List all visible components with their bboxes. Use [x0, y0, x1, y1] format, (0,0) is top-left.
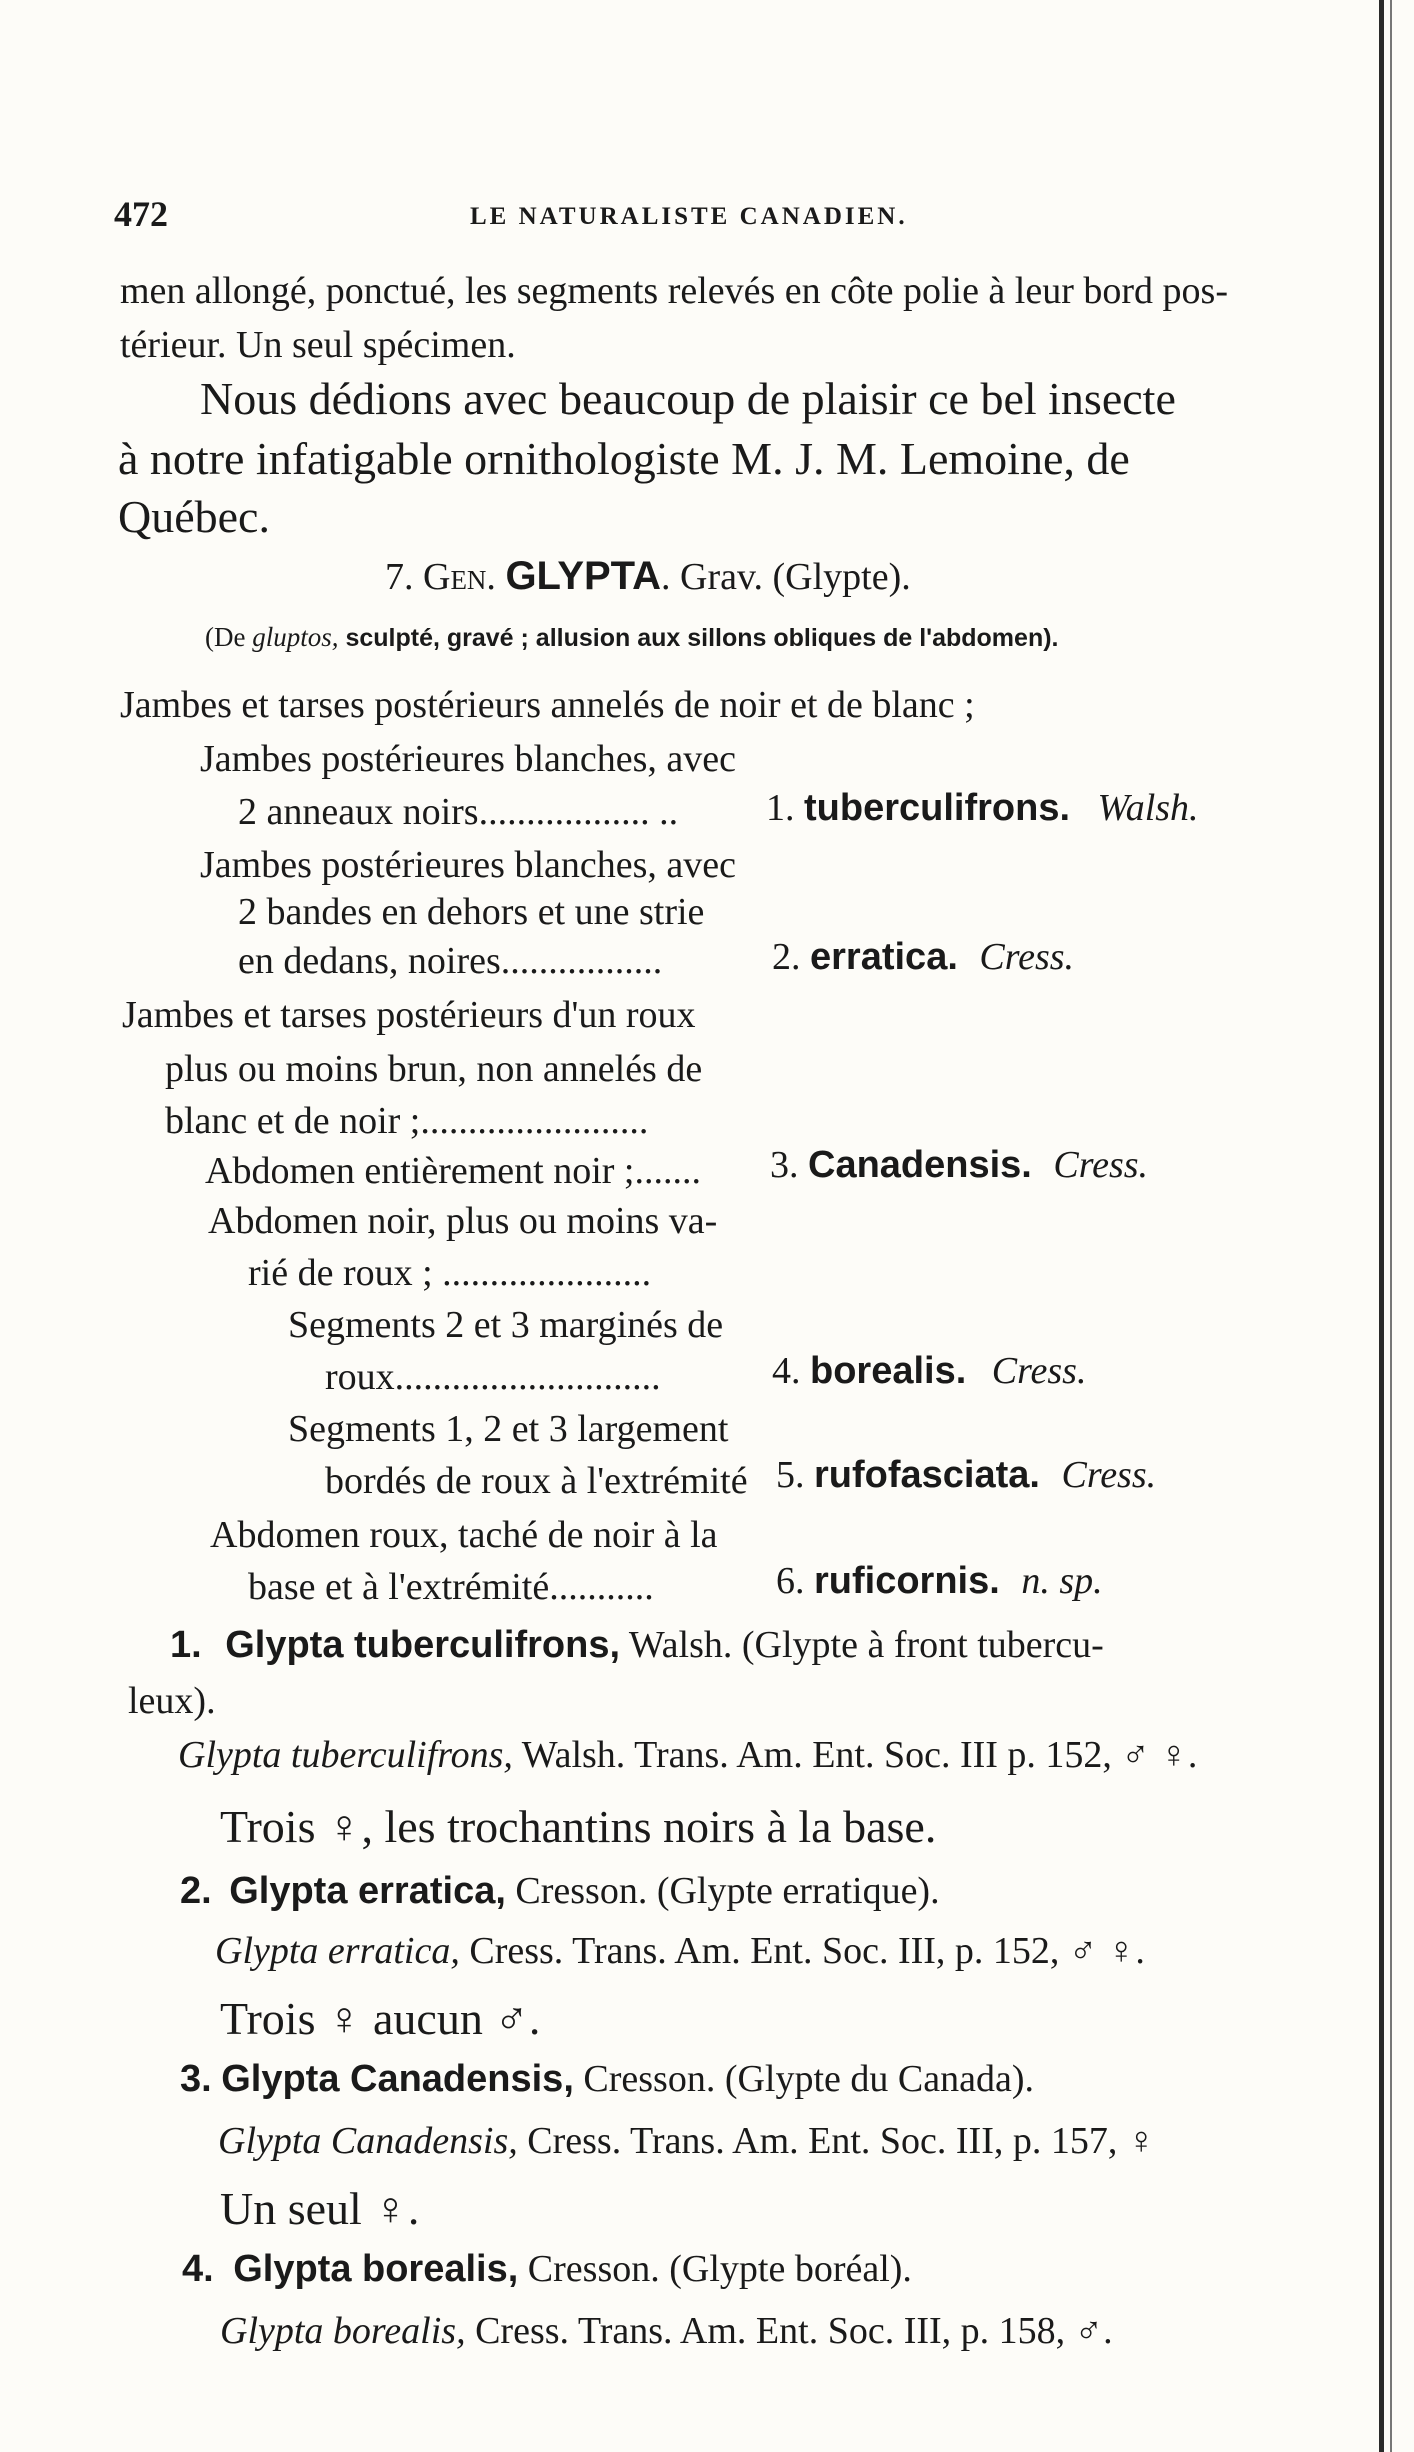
- species-note: Un seul ♀.: [220, 2183, 420, 2234]
- dedication-line-1: Nous dédions avec beaucoup de plaisir ce bel insecte: [200, 373, 1176, 424]
- species-reference: [220, 2312, 1113, 2350]
- species-heading: [182, 2250, 912, 2288]
- key-line: roux............................: [325, 1356, 661, 1398]
- species-number: 3.: [180, 2058, 212, 2100]
- page-number: 472: [114, 194, 168, 234]
- key-line: Abdomen entièrement noir ;.......: [205, 1150, 701, 1192]
- key-species-entry: [766, 789, 1199, 827]
- genus-rest: . Grav. (Glypte).: [661, 556, 911, 598]
- key-line: Abdomen roux, taché de noir à la: [210, 1514, 718, 1556]
- species-rest: Walsh. (Glypte à front tubercu-: [620, 1624, 1104, 1666]
- key-species-entry: [776, 1456, 1156, 1494]
- page-edge-line: [1379, 0, 1384, 2452]
- key-species-entry: [772, 938, 1074, 976]
- page-edge-line-thin: [1390, 0, 1392, 2452]
- key-line: Segments 2 et 3 marginés de: [288, 1304, 724, 1346]
- species-name: Glypta tuberculifrons,: [225, 1624, 621, 1666]
- etymology-word: gluptos,: [252, 622, 339, 652]
- reference-text: Cress. Trans. Am. Ent. Soc. III, p. 157, ♀: [517, 2120, 1156, 2162]
- key-line: base et à l'extrémité...........: [248, 1566, 654, 1608]
- key-number: 1.: [766, 787, 795, 829]
- key-line: Jambes et tarses postérieurs annelés de noir et de blanc ;: [120, 684, 975, 726]
- key-species-entry: [772, 1352, 1086, 1390]
- key-line: Jambes postérieures blanches, avec: [200, 844, 737, 886]
- species-rest: Cresson. (Glypte erratique).: [505, 1870, 940, 1912]
- key-number: 2.: [772, 936, 801, 978]
- reference-name: Glypta erratica,: [215, 1930, 460, 1972]
- key-author: Cress.: [1053, 1144, 1149, 1186]
- reference-text: Walsh. Trans. Am. Ent. Soc. III p. 152, ♂ ♀.: [512, 1734, 1198, 1776]
- dedication-line-3: Québec.: [118, 491, 270, 542]
- key-author: Cress.: [991, 1350, 1087, 1392]
- species-number: 1.: [170, 1624, 202, 1666]
- intro-line-2: térieur. Un seul spécimen.: [120, 324, 516, 366]
- genus-etymology: [205, 624, 1058, 651]
- key-number: 3.: [770, 1144, 799, 1186]
- key-line: 2 anneaux noirs.................. ..: [238, 791, 679, 833]
- reference-name: Glypta tuberculifrons,: [178, 1734, 513, 1776]
- species-heading: [170, 1626, 1104, 1664]
- key-number: 5.: [776, 1454, 805, 1496]
- running-title: LE NATURALISTE CANADIEN.: [470, 203, 908, 230]
- key-line: 2 bandes en dehors et une strie: [238, 891, 705, 933]
- reference-text: Cress. Trans. Am. Ent. Soc. III, p. 158, ♂.: [465, 2310, 1113, 2352]
- reference-text: Cress. Trans. Am. Ent. Soc. III, p. 152, ♂ ♀.: [459, 1930, 1145, 1972]
- key-line: Abdomen noir, plus ou moins va-: [208, 1200, 718, 1242]
- etymology-pre: (De: [205, 622, 253, 652]
- key-line: en dedans, noires.................: [238, 940, 663, 982]
- key-species-name: Canadensis.: [808, 1144, 1032, 1186]
- species-rest: Cresson. (Glypte du Canada).: [573, 2058, 1034, 2100]
- species-note: Trois ♀ aucun ♂.: [220, 1993, 541, 2044]
- species-name: Glypta erratica,: [229, 1870, 506, 1912]
- species-heading-cont: leux).: [128, 1680, 216, 1722]
- key-line: Jambes et tarses postérieurs d'un roux: [122, 994, 696, 1036]
- key-author: Cress.: [1061, 1454, 1157, 1496]
- key-species-entry: [776, 1562, 1103, 1600]
- reference-name: Glypta borealis,: [220, 2310, 466, 2352]
- genus-gen-label: Gen.: [423, 556, 496, 598]
- species-name: Glypta borealis,: [233, 2248, 519, 2290]
- key-line: bordés de roux à l'extrémité: [325, 1460, 748, 1502]
- key-species-entry: [770, 1146, 1148, 1184]
- key-species-name: erratica.: [810, 936, 958, 978]
- species-number: 4.: [182, 2248, 214, 2290]
- key-species-name: tuberculifrons.: [804, 787, 1071, 829]
- key-author: Cress.: [979, 936, 1075, 978]
- key-number: 6.: [776, 1560, 805, 1602]
- key-line: rié de roux ; ......................: [248, 1252, 652, 1294]
- key-species-name: ruficornis.: [814, 1560, 1000, 1602]
- species-number: 2.: [180, 1870, 212, 1912]
- intro-line-1: men allongé, ponctué, les segments relevés en côte polie à leur bord pos-: [120, 270, 1228, 312]
- reference-name: Glypta Canadensis,: [218, 2120, 518, 2162]
- species-name: Glypta Canadensis,: [221, 2058, 574, 2100]
- key-author: Walsh.: [1097, 787, 1199, 829]
- genus-heading: [385, 556, 911, 596]
- key-line: Segments 1, 2 et 3 largement: [288, 1408, 729, 1450]
- genus-number: 7.: [385, 556, 414, 598]
- key-species-name: borealis.: [810, 1350, 967, 1392]
- key-author: n. sp.: [1021, 1560, 1103, 1602]
- etymology-post: sculpté, gravé ; allusion aux sillons obliques de l'abdomen).: [338, 624, 1059, 652]
- species-heading: [180, 2060, 1034, 2098]
- key-species-name: rufofasciata.: [814, 1454, 1040, 1496]
- dedication-line-2: à notre infatigable ornithologiste M. J. M. Lemoine, de: [118, 433, 1130, 484]
- key-line: plus ou moins brun, non annelés de: [165, 1048, 703, 1090]
- species-heading: [180, 1872, 940, 1910]
- key-line: Jambes postérieures blanches, avec: [200, 738, 737, 780]
- species-rest: Cresson. (Glypte boréal).: [518, 2248, 912, 2290]
- genus-name: GLYPTA: [505, 554, 662, 598]
- species-reference: [178, 1736, 1197, 1774]
- species-reference: [218, 2122, 1155, 2160]
- species-reference: [215, 1932, 1145, 1970]
- species-note: Trois ♀, les trochantins noirs à la base.: [220, 1801, 937, 1852]
- key-line: blanc et de noir ;........................: [165, 1100, 649, 1142]
- key-number: 4.: [772, 1350, 801, 1392]
